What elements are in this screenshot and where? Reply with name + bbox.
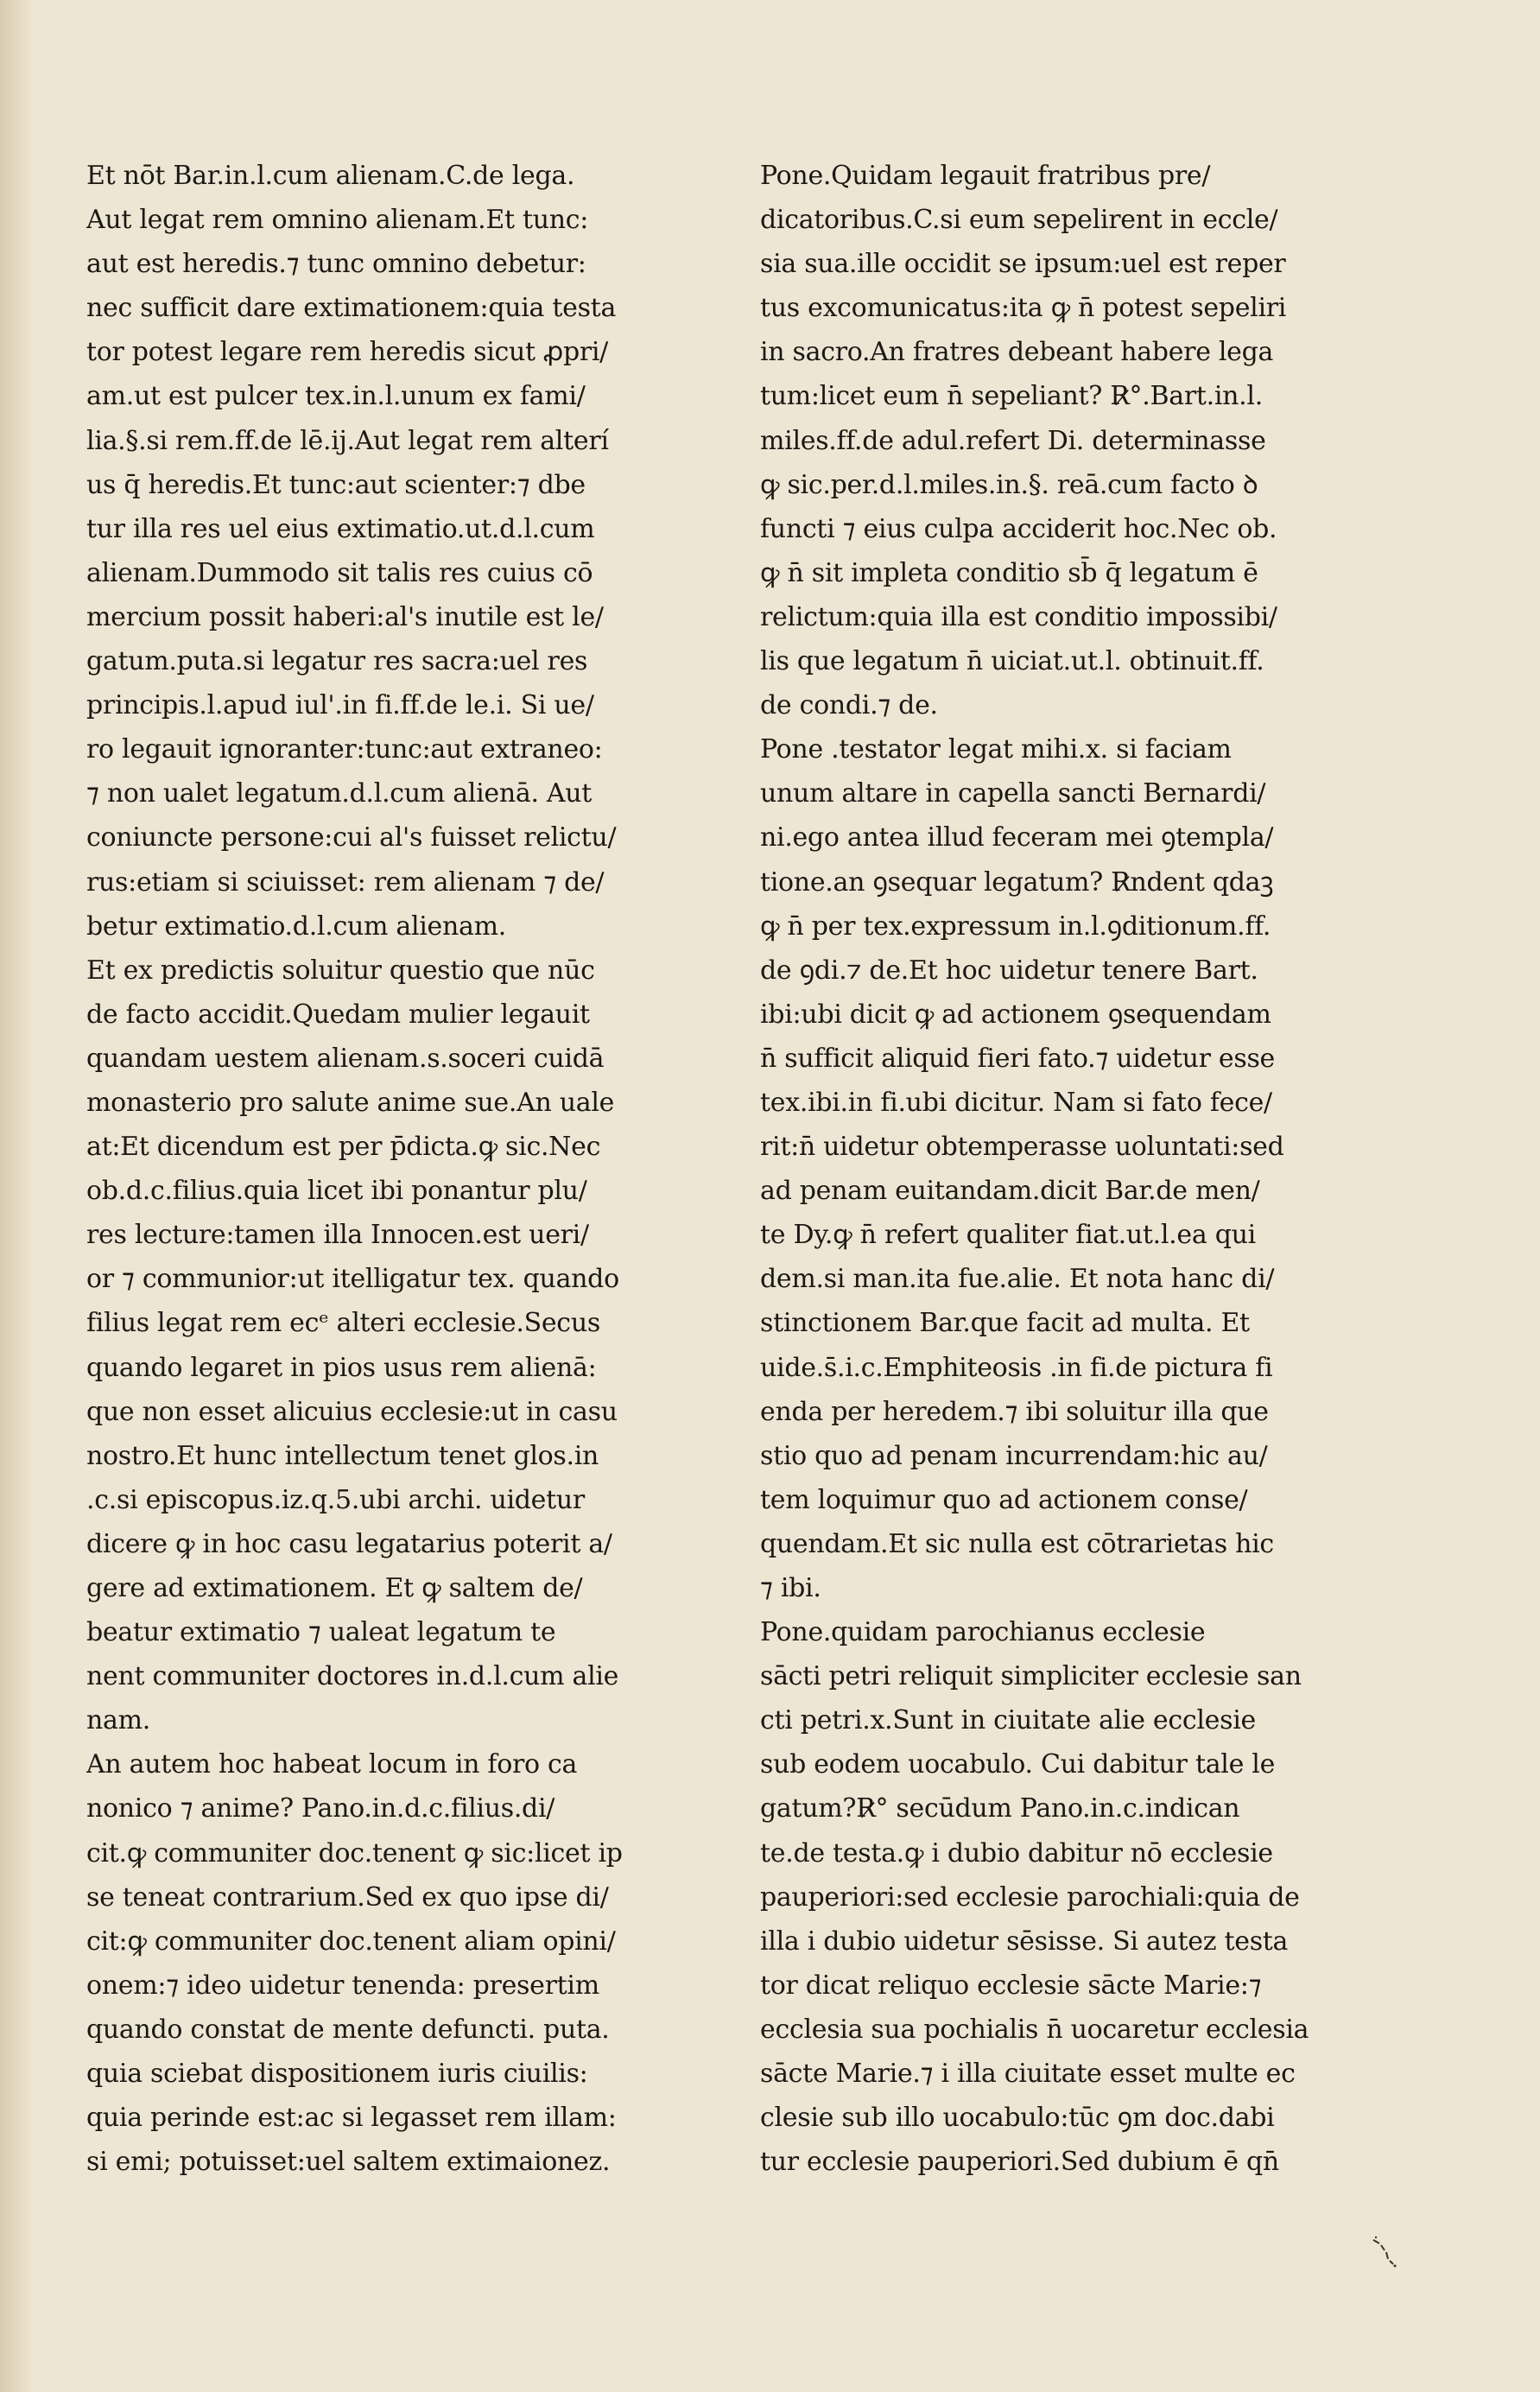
right-column-line: ad penam euitandam.dicit Bar.de men/ bbox=[760, 1176, 1260, 1207]
right-column-line: illa i dubio uidetur sēsisse. Si autez testa bbox=[760, 1926, 1289, 1957]
right-column-line: te.de testa.ꝙ i dubio dabitur nō ecclesie bbox=[760, 1837, 1273, 1869]
right-column-line: te Dy.ꝙ n̄ refert qualiter fiat.ut.l.ea qui bbox=[760, 1220, 1256, 1251]
left-column-line: tor potest legare rem heredis sicut ꝓpri/ bbox=[86, 337, 608, 368]
left-column-line: nam. bbox=[86, 1705, 150, 1736]
left-column-line: se teneat contrarium.Sed ex quo ipse di/ bbox=[86, 1881, 609, 1913]
left-column-line: nostro.Et hunc intellectum tenet glos.in bbox=[86, 1440, 599, 1471]
right-column-line: tione.an ꝯsequar legatum? R̷ndent qdaꝫ bbox=[760, 866, 1274, 898]
left-column-line: quia perinde est:ac si legasset rem illam: bbox=[86, 2103, 617, 2134]
right-column-line: Pone.Quidam legauit fratribus pre/ bbox=[760, 161, 1211, 191]
left-column-line: dicere ꝙ in hoc casu legatarius poterit a/ bbox=[86, 1528, 612, 1559]
right-column-line: ꝙ n̄ per tex.expressum in.l.ꝯditionum.ff. bbox=[760, 910, 1271, 942]
right-column-line: sācti petri reliquit simpliciter ecclesie san bbox=[760, 1661, 1302, 1692]
left-column-line: lia.§.si rem.ff.de lē.ij.Aut legat rem alterí bbox=[86, 425, 609, 456]
left-column-line: betur extimatio.d.l.cum alienam. bbox=[86, 910, 506, 942]
left-column-line: ⁊ non ualet legatum.d.l.cum alienā. Aut bbox=[86, 778, 593, 809]
right-column-line: ꝙ n̄ sit impleta conditio sb̄ q̄ legatum ē bbox=[760, 557, 1258, 588]
left-column-line: nent communiter doctores in.d.l.cum alie bbox=[86, 1661, 619, 1692]
left-column-line: filius legat rem ecᵉ alteri ecclesie.Secus bbox=[86, 1308, 600, 1339]
right-column-line: miles.ff.de adul.refert Di. determinasse bbox=[760, 425, 1266, 456]
right-column-line: sia sua.ille occidit se ipsum:uel est reper bbox=[760, 249, 1286, 280]
right-column-line: ecclesia sua pochialis n̄ uocaretur ecclesia bbox=[760, 2014, 1309, 2045]
left-column-line: gere ad extimationem. Et ꝙ saltem de/ bbox=[86, 1573, 583, 1603]
right-text-column bbox=[760, 154, 1369, 2184]
left-column-line: cit.ꝙ communiter doc.tenent ꝙ sic:licet ip bbox=[86, 1837, 623, 1869]
right-column-line: tex.ibi.in fi.ubi dicitur. Nam si fato fece/ bbox=[760, 1087, 1272, 1118]
right-column-line: ⁊ ibi. bbox=[760, 1573, 821, 1603]
right-column-line: de ꝯdi.⁊ de.Et hoc uidetur tenere Bart. bbox=[760, 955, 1258, 986]
right-column-line: ni.ego antea illud feceram mei ꝯtempla/ bbox=[760, 822, 1274, 853]
left-column-line: or ⁊ communior:ut itelligatur tex. quando bbox=[86, 1264, 619, 1295]
left-column-line: Aut legat rem omnino alienam.Et tunc: bbox=[86, 205, 589, 236]
left-column-line: alienam.Dummodo sit talis res cuius cō bbox=[86, 557, 593, 588]
left-column-line: us q̄ heredis.Et tunc:aut scienter:⁊ dbe bbox=[86, 469, 586, 500]
left-column-line: gatum.puta.si legatur res sacra:uel res bbox=[86, 646, 588, 677]
right-column-line: rit:n̄ uidetur obtemperasse uoluntati:sed bbox=[760, 1132, 1284, 1163]
right-column-line: ꝙ sic.per.d.l.miles.in.§. reā.cum facto ꝺ bbox=[760, 469, 1258, 500]
right-column-line: gatum?R̷° secūdum Pano.in.c.indican bbox=[760, 1793, 1240, 1824]
right-column-line: clesie sub illo uocabulo:tūc ꝯm doc.dabi bbox=[760, 2103, 1275, 2134]
left-column-line: onem:⁊ ideo uidetur tenenda: presertim bbox=[86, 1970, 599, 2001]
left-column-line: beatur extimatio ⁊ ualeat legatum te bbox=[86, 1617, 556, 1648]
left-column-line: tur illa res uel eius extimatio.ut.d.l.cum bbox=[86, 513, 595, 544]
left-column-line: at:Et dicendum est per p̄dicta.ꝙ sic.Nec bbox=[86, 1132, 601, 1163]
right-column-line: quendam.Et sic nulla est cōtrarietas hic bbox=[760, 1528, 1274, 1559]
right-column-line: unum altare in capella sancti Bernardi/ bbox=[760, 778, 1266, 809]
right-column-line: Pone.quidam parochianus ecclesie bbox=[760, 1617, 1206, 1648]
right-column-line: tor dicat reliquo ecclesie sācte Marie:⁊ bbox=[760, 1970, 1262, 2001]
left-column-line: cit:ꝙ communiter doc.tenent aliam opini/ bbox=[86, 1926, 616, 1957]
left-column-line: quandam uestem alienam.s.soceri cuidā bbox=[86, 1043, 605, 1074]
right-column-line: tum:licet eum n̄ sepeliant? R̷°.Bart.in.l. bbox=[760, 381, 1263, 412]
right-column-line: stinctionem Bar.que facit ad multa. Et bbox=[760, 1308, 1250, 1339]
left-column-line: am.ut est pulcer tex.in.l.unum ex fami/ bbox=[86, 381, 586, 412]
left-column-line: quando legaret in pios usus rem alienā: bbox=[86, 1352, 597, 1383]
right-column-line: uide.s̄.i.c.Emphiteosis .in fi.de pictura fi bbox=[760, 1352, 1273, 1383]
left-column-line: Et ex predictis soluitur questio que nūc bbox=[86, 955, 595, 986]
right-column-line: tur ecclesie pauperiori.Sed dubium ē qn̄ bbox=[760, 2147, 1279, 2178]
left-column-line: nonico ⁊ anime? Pano.in.d.c.filius.di/ bbox=[86, 1793, 555, 1824]
left-column-line: si emi; potuisset:uel saltem extimaionez. bbox=[86, 2147, 611, 2178]
right-column-line: n̄ sufficit aliquid fieri fato.⁊ uidetur esse bbox=[760, 1043, 1276, 1074]
left-column-line: de facto accidit.Quedam mulier legauit bbox=[86, 999, 590, 1030]
left-column-line: quia sciebat dispositionem iuris ciuilis: bbox=[86, 2059, 588, 2090]
ink-speck-mark bbox=[1369, 2233, 1421, 2276]
left-column-line: Et nōt Bar.in.l.cum alienam.C.de lega. bbox=[86, 161, 575, 191]
right-column-line: in sacro.An fratres debeant habere lega bbox=[760, 337, 1274, 368]
right-column-line: sācte Marie.⁊ i illa ciuitate esset multe ec bbox=[760, 2059, 1296, 2090]
right-column-line: dem.si man.ita fue.alie. Et nota hanc di/ bbox=[760, 1264, 1275, 1295]
left-column-line: ob.d.c.filius.quia licet ibi ponantur plu/ bbox=[86, 1176, 587, 1207]
right-column-line: lis que legatum n̄ uiciat.ut.l. obtinuit.ff. bbox=[760, 646, 1264, 677]
left-column-line: .c.si episcopus.iz.q.5.ubi archi. uidetur bbox=[86, 1484, 585, 1515]
left-column-line: mercium possit haberi:al's inutile est le/ bbox=[86, 601, 604, 632]
left-column-line: nec sufficit dare extimationem:quia testa bbox=[86, 293, 617, 324]
left-column-line: ro legauit ignoranter:tunc:aut extraneo: bbox=[86, 734, 603, 765]
page-gutter-shadow bbox=[0, 0, 35, 2392]
left-column-line: quando constat de mente defuncti. puta. bbox=[86, 2014, 610, 2045]
right-column-line: functi ⁊ eius culpa acciderit hoc.Nec ob. bbox=[760, 513, 1277, 544]
right-column-line: enda per heredem.⁊ ibi soluitur illa que bbox=[760, 1396, 1269, 1427]
right-column-line: sub eodem uocabulo. Cui dabitur tale le bbox=[760, 1749, 1276, 1780]
left-column-line: que non esset alicuius ecclesie:ut in casu bbox=[86, 1396, 618, 1427]
right-column-line: tus excomunicatus:ita ꝙ n̄ potest sepeliri bbox=[760, 293, 1287, 324]
right-column-line: relictum:quia illa est conditio impossibi/ bbox=[760, 601, 1277, 632]
left-text-column bbox=[86, 154, 691, 2184]
left-column-line: monasterio pro salute anime sue.An uale bbox=[86, 1087, 615, 1118]
left-column-line: coniuncte persone:cui al's fuisset relictu/ bbox=[86, 822, 617, 853]
right-column-line: stio quo ad penam incurrendam:hic au/ bbox=[760, 1440, 1268, 1471]
left-column-line: rus:etiam si sciuisset: rem alienam ⁊ de/ bbox=[86, 866, 605, 898]
left-column-line: An autem hoc habeat locum in foro ca bbox=[86, 1749, 578, 1780]
right-column-line: Pone .testator legat mihi.x. si faciam bbox=[760, 734, 1232, 765]
left-column-line: principis.l.apud iul'.in fi.ff.de le.i. Si ue/ bbox=[86, 690, 594, 721]
left-column-line: aut est heredis.⁊ tunc omnino debetur: bbox=[86, 249, 586, 280]
right-column-line: dicatoribus.C.si eum sepelirent in eccle/ bbox=[760, 205, 1278, 236]
left-column-line: res lecture:tamen illa Innocen.est ueri/ bbox=[86, 1220, 589, 1251]
right-column-line: pauperiori:sed ecclesie parochiali:quia de bbox=[760, 1881, 1300, 1913]
right-column-line: ibi:ubi dicit ꝙ ad actionem ꝯsequendam bbox=[760, 999, 1271, 1030]
right-column-line: tem loquimur quo ad actionem conse/ bbox=[760, 1484, 1248, 1515]
right-column-line: de condi.⁊ de. bbox=[760, 690, 938, 721]
right-column-line: cti petri.x.Sunt in ciuitate alie ecclesie bbox=[760, 1705, 1256, 1736]
